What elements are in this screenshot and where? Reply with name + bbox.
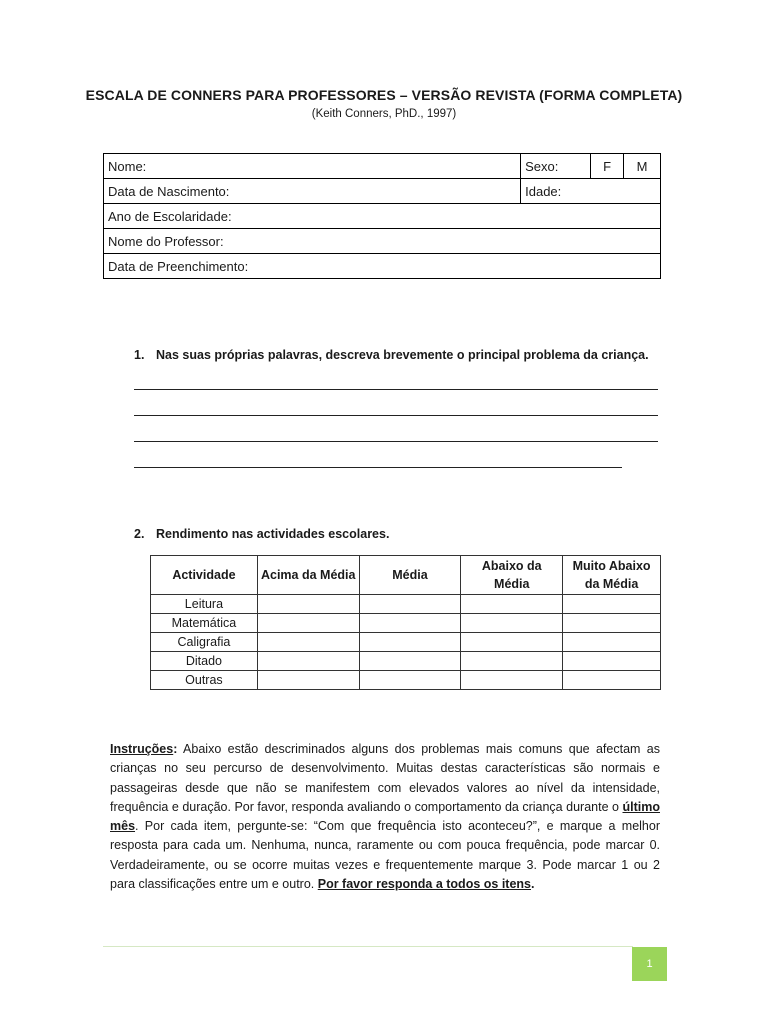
answer-line[interactable] — [134, 415, 658, 416]
table-row — [151, 671, 661, 690]
rating-cell[interactable] — [461, 614, 563, 633]
rating-cell[interactable] — [359, 614, 461, 633]
column-header-well-below-average: Muito Abaixo da Média — [563, 556, 661, 595]
rating-cell[interactable] — [257, 614, 359, 633]
activity-label: Leitura — [151, 595, 258, 614]
sex-option-m[interactable]: M — [624, 154, 661, 179]
rating-cell[interactable] — [563, 595, 661, 614]
answer-line[interactable] — [134, 467, 622, 468]
activity-label: Ditado — [151, 652, 258, 671]
rating-cell[interactable] — [257, 633, 359, 652]
rating-cell[interactable] — [257, 595, 359, 614]
page-number: 1 — [632, 947, 667, 981]
instructions-text-1: Abaixo estão descriminados alguns dos problemas mais comuns que afectam as crianças no seu percurso de desenvolvimento. Muitas destas características são normais e passageiras desde que não se manifestem com elevados valores ao nível da intensidade, frequência e duração. Por favor, responda avaliando o comportamento da criança durante o — [110, 742, 660, 814]
table-row — [151, 652, 661, 671]
question-2-text: Rendimento nas actividades escolares. — [156, 527, 390, 541]
instructions-final-request: Por favor responda a todos os itens — [317, 877, 531, 892]
rating-cell[interactable] — [359, 633, 461, 652]
rating-cell[interactable] — [563, 652, 661, 671]
instructions-text-2: . Por cada item, pergunte-se: “Com que frequência isto aconteceu?”, e marque a melhor resposta para cada um. Nenhuma, nunca, raramente ou com pouca frequência, pode marcar 0. Verdadeiramente, ou se ocorre muitas vezes e frequentemente marque 3. Pode marcar 1 ou 2 para classificações entre um e outro. — [110, 819, 660, 892]
instructions-emphasis-last-month: último mês — [110, 799, 660, 834]
table-row — [151, 633, 661, 652]
rating-cell[interactable] — [563, 633, 661, 652]
student-info-table — [103, 153, 661, 279]
birthdate-field[interactable]: Data de Nascimento: — [104, 179, 521, 204]
answer-line[interactable] — [134, 389, 658, 390]
rating-cell[interactable] — [461, 595, 563, 614]
fill-date-field[interactable]: Data de Preenchimento: — [104, 254, 661, 279]
instructions-paragraph — [110, 740, 660, 894]
rating-cell[interactable] — [461, 652, 563, 671]
activity-label: Outras — [151, 671, 258, 690]
sex-option-f[interactable]: F — [591, 154, 624, 179]
rating-cell[interactable] — [461, 671, 563, 690]
activity-label: Caligrafia — [151, 633, 258, 652]
age-field[interactable]: Idade: — [521, 179, 661, 204]
rating-cell[interactable] — [461, 633, 563, 652]
rating-cell[interactable] — [359, 671, 461, 690]
column-header-average: Média — [359, 556, 461, 595]
rating-cell[interactable] — [563, 671, 661, 690]
column-header-activity: Actividade — [151, 556, 258, 595]
activity-label: Matemática — [151, 614, 258, 633]
column-header-above-average: Acima da Média — [257, 556, 359, 595]
instructions-colon: : — [173, 742, 178, 756]
instructions-end: . — [531, 877, 535, 892]
rating-cell[interactable] — [359, 595, 461, 614]
rating-cell[interactable] — [257, 671, 359, 690]
table-row — [151, 614, 661, 633]
form-title: ESCALA DE CONNERS PARA PROFESSORES – VERSÃO REVISTA (FORMA COMPLETA) — [85, 87, 683, 103]
question-1-text: Nas suas próprias palavras, descreva brevemente o principal problema da criança. — [156, 348, 649, 362]
footer-divider — [103, 946, 633, 947]
table-row — [151, 595, 661, 614]
question-1-number: 1. — [134, 348, 145, 362]
performance-table — [150, 555, 661, 690]
question-1 — [134, 348, 649, 362]
school-year-field[interactable]: Ano de Escolaridade: — [104, 204, 661, 229]
instructions-label: Instruções — [110, 742, 174, 756]
question-2 — [134, 527, 389, 541]
answer-line[interactable] — [134, 441, 658, 442]
sex-label: Sexo: — [521, 154, 567, 179]
question-2-number: 2. — [134, 527, 145, 541]
form-subtitle: (Keith Conners, PhD., 1997) — [311, 108, 457, 120]
teacher-name-field[interactable]: Nome do Professor: — [104, 229, 661, 254]
rating-cell[interactable] — [257, 652, 359, 671]
name-field[interactable]: Nome: — [104, 154, 521, 179]
column-header-below-average: Abaixo da Média — [461, 556, 563, 595]
rating-cell[interactable] — [359, 652, 461, 671]
rating-cell[interactable] — [563, 614, 661, 633]
